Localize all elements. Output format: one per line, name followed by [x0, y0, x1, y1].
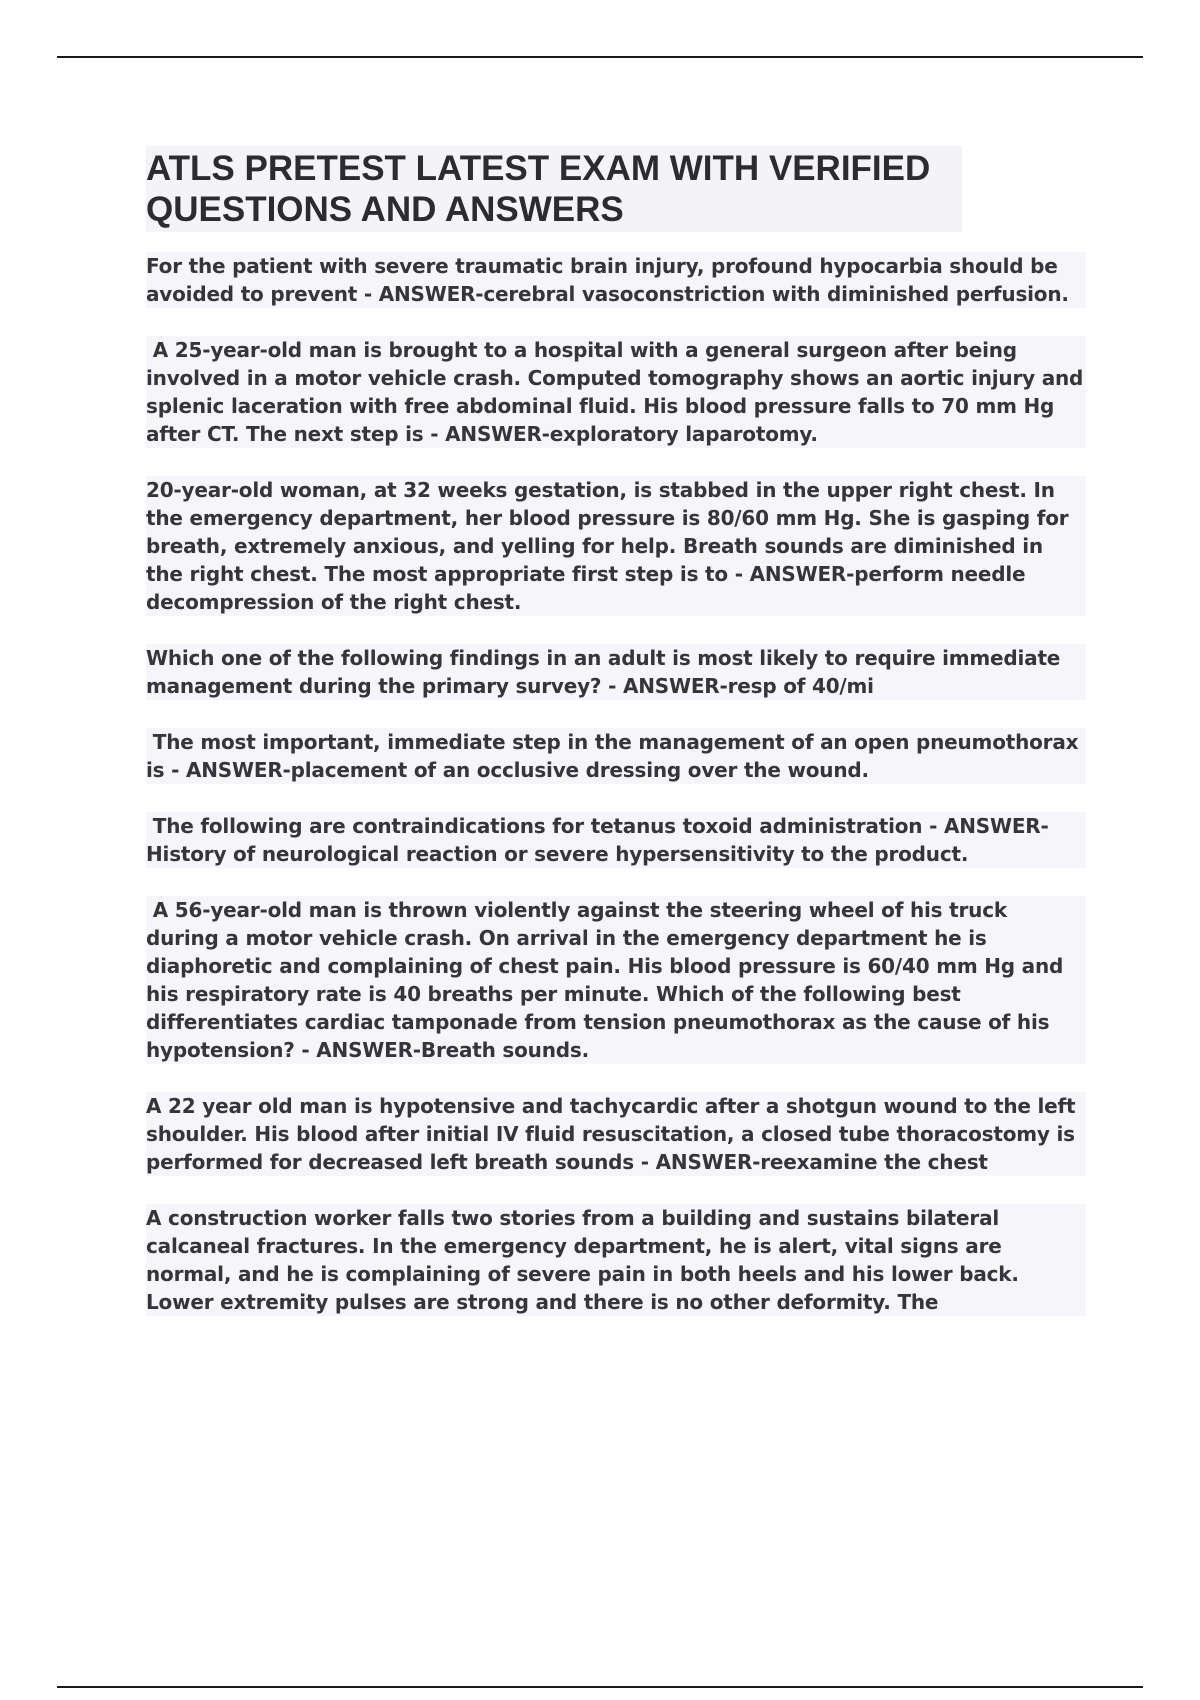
qa-entry-3: 20-year-old woman, at 32 weeks gestation, is stabbed in the upper right chest. In the emergency department, her blood pressure is 80/60 mm Hg. She is gasping for breath, extremely anxious, and yelling for help. Breath sounds are diminished in the right chest. The most appropriate first step is to - ANSWER-perform needle decompression of the right chest.: [146, 476, 1086, 616]
qa-entry-7: A 56-year-old man is thrown violently against the steering wheel of his truck during a motor vehicle crash. On arrival in the emergency department he is diaphoretic and complaining of chest pain. His blood pressure is 60/40 mm Hg and his respiratory rate is 40 breaths per minute. Which of the following best differentiates cardiac tamponade from tension pneumothorax as the cause of his hypotension? - ANSWER-Breath sounds.: [146, 896, 1086, 1064]
qa-entry-4: Which one of the following findings in an adult is most likely to require immediate management during the primary survey? - ANSWER-resp of 40/mi: [146, 644, 1086, 700]
qa-list: [146, 252, 1096, 1316]
document-title: ATLS PRETEST LATEST EXAM WITH VERIFIED QUESTIONS AND ANSWERS: [146, 146, 962, 232]
qa-entry-6: The following are contraindications for tetanus toxoid administration - ANSWER-History of neurological reaction or severe hypersensitivity to the product.: [146, 812, 1086, 868]
document-body: [146, 146, 1096, 1344]
qa-entry-1: For the patient with severe traumatic brain injury, profound hypocarbia should be avoided to prevent - ANSWER-cerebral vasoconstriction with diminished perfusion.: [146, 252, 1086, 308]
footer-rule: [57, 1686, 1143, 1688]
qa-entry-9: A construction worker falls two stories from a building and sustains bilateral calcaneal fractures. In the emergency department, he is alert, vital signs are normal, and he is complaining of severe pain in both heels and his lower back. Lower extremity pulses are strong and there is no other deformity. The: [146, 1204, 1086, 1316]
qa-entry-8: A 22 year old man is hypotensive and tachycardic after a shotgun wound to the left shoulder. His blood after initial IV fluid resuscitation, a closed tube thoracostomy is performed for decreased left breath sounds - ANSWER-reexamine the chest: [146, 1092, 1086, 1176]
qa-entry-2: A 25-year-old man is brought to a hospital with a general surgeon after being involved in a motor vehicle crash. Computed tomography shows an aortic injury and splenic laceration with free abdominal fluid. His blood pressure falls to 70 mm Hg after CT. The next step is - ANSWER-exploratory laparotomy.: [146, 338, 1090, 446]
header-rule: [57, 56, 1143, 58]
qa-entry-5: The most important, immediate step in the management of an open pneumothorax is - ANSWER-placement of an occlusive dressing over the wound.: [146, 730, 1086, 782]
